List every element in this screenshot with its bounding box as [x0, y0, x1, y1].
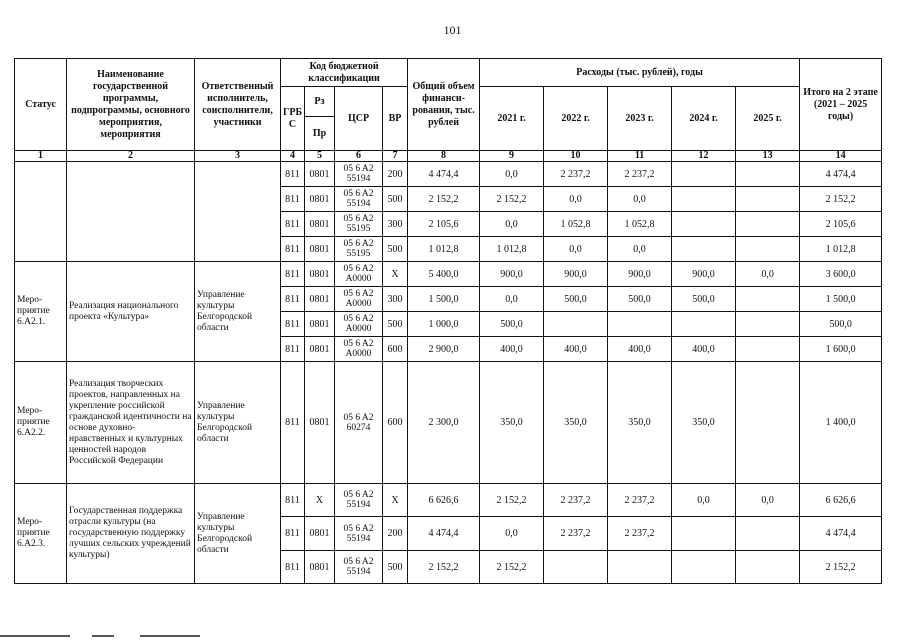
rzpr-cell: 0801	[305, 517, 335, 551]
scan-artifact	[0, 632, 905, 640]
y2025-cell: 0,0	[736, 262, 800, 287]
y2021-cell: 900,0	[480, 262, 544, 287]
responsible-cell: Управление культуры Белгородской области	[195, 484, 281, 584]
header-code-group: Код бюджетной классификации	[281, 59, 408, 87]
y2023-cell: 400,0	[608, 337, 672, 362]
y2023-cell: 2 237,2	[608, 162, 672, 187]
csr-cell: 05 6 A2 55194	[335, 162, 383, 187]
csr-cell: 05 6 A2 A0000	[335, 312, 383, 337]
stage-total-cell: 3 600,0	[800, 262, 882, 287]
grbs-cell: 811	[281, 484, 305, 517]
y2023-cell: 2 237,2	[608, 517, 672, 551]
total-cell: 2 300,0	[408, 362, 480, 484]
y2024-cell	[672, 551, 736, 584]
column-number: 1	[15, 151, 67, 162]
stage-total-cell: 4 474,4	[800, 162, 882, 187]
column-number: 4	[281, 151, 305, 162]
y2022-cell: 0,0	[544, 187, 608, 212]
stage-total-cell: 1 012,8	[800, 237, 882, 262]
status-cell: Меро- приятие 6.А2.1.	[15, 262, 67, 362]
header-2023: 2023 г.	[608, 87, 672, 151]
vr-cell: X	[383, 484, 408, 517]
y2025-cell	[736, 337, 800, 362]
rzpr-cell: 0801	[305, 212, 335, 237]
grbs-cell: 811	[281, 312, 305, 337]
csr-cell: 05 6 A2 55194	[335, 484, 383, 517]
total-cell: 2 900,0	[408, 337, 480, 362]
y2023-cell	[608, 312, 672, 337]
header-grbs: ГРБ С	[281, 87, 305, 151]
header-total-stage: Итого на 2 этапе (2021 – 2025 годы)	[800, 59, 882, 151]
grbs-cell: 811	[281, 237, 305, 262]
y2024-cell	[672, 312, 736, 337]
total-cell: 1 500,0	[408, 287, 480, 312]
vr-cell: 600	[383, 362, 408, 484]
y2023-cell: 900,0	[608, 262, 672, 287]
y2023-cell: 0,0	[608, 237, 672, 262]
csr-cell: 05 6 A2 55194	[335, 551, 383, 584]
y2025-cell	[736, 362, 800, 484]
y2023-cell: 0,0	[608, 187, 672, 212]
y2024-cell: 350,0	[672, 362, 736, 484]
column-number: 8	[408, 151, 480, 162]
column-number: 11	[608, 151, 672, 162]
name-cell: Реализация творческих проектов, направленных на укрепление российской гражданской идентичности на основе духовно-нравственных и культурных ценностей народов Российской Федерации	[67, 362, 195, 484]
grbs-cell: 811	[281, 517, 305, 551]
header-2025: 2025 г.	[736, 87, 800, 151]
vr-cell: 500	[383, 237, 408, 262]
y2021-cell: 0,0	[480, 287, 544, 312]
header-2022: 2022 г.	[544, 87, 608, 151]
header-status: Статус	[15, 59, 67, 151]
header-csr: ЦСР	[335, 87, 383, 151]
total-cell: 2 152,2	[408, 187, 480, 212]
y2024-cell: 0,0	[672, 484, 736, 517]
y2022-cell	[544, 312, 608, 337]
y2023-cell: 2 237,2	[608, 484, 672, 517]
vr-cell: 500	[383, 551, 408, 584]
csr-cell: 05 6 A2 55195	[335, 212, 383, 237]
total-cell: 2 105,6	[408, 212, 480, 237]
y2025-cell	[736, 312, 800, 337]
grbs-cell: 811	[281, 287, 305, 312]
total-cell: 5 400,0	[408, 262, 480, 287]
header-2024: 2024 г.	[672, 87, 736, 151]
vr-cell: 300	[383, 212, 408, 237]
column-number: 7	[383, 151, 408, 162]
rzpr-cell: 0801	[305, 337, 335, 362]
rzpr-cell: X	[305, 484, 335, 517]
vr-cell: 500	[383, 187, 408, 212]
header-pr: Пр	[305, 117, 335, 151]
header-total-volume: Общий объем финанси- рования, тыс. рублей	[408, 59, 480, 151]
total-cell: 2 152,2	[408, 551, 480, 584]
stage-total-cell: 2 105,6	[800, 212, 882, 237]
y2022-cell: 350,0	[544, 362, 608, 484]
column-number: 10	[544, 151, 608, 162]
status-cell: Меро- приятие 6.А2.3.	[15, 484, 67, 584]
responsible-cell	[195, 162, 281, 262]
y2023-cell: 350,0	[608, 362, 672, 484]
y2022-cell: 2 237,2	[544, 517, 608, 551]
scan-line	[140, 635, 200, 637]
y2025-cell	[736, 551, 800, 584]
csr-cell: 05 6 A2 55195	[335, 237, 383, 262]
csr-cell: 05 6 A2 A0000	[335, 262, 383, 287]
rzpr-cell: 0801	[305, 312, 335, 337]
stage-total-cell: 6 626,6	[800, 484, 882, 517]
y2025-cell: 0,0	[736, 484, 800, 517]
csr-cell: 05 6 A2 55194	[335, 517, 383, 551]
rzpr-cell: 0801	[305, 287, 335, 312]
y2021-cell: 400,0	[480, 337, 544, 362]
vr-cell: 200	[383, 162, 408, 187]
scan-line	[92, 635, 114, 637]
stage-total-cell: 1 600,0	[800, 337, 882, 362]
header-name: Наименование государственной программы, подпрограммы, основного мероприятия, мероприятия	[67, 59, 195, 151]
responsible-cell: Управление культуры Белгородской области	[195, 362, 281, 484]
y2021-cell: 0,0	[480, 162, 544, 187]
grbs-cell: 811	[281, 162, 305, 187]
csr-cell: 05 6 A2 55194	[335, 187, 383, 212]
y2024-cell	[672, 237, 736, 262]
total-cell: 1 000,0	[408, 312, 480, 337]
stage-total-cell: 4 474,4	[800, 517, 882, 551]
column-number-row	[15, 151, 882, 162]
header-expenses-group: Расходы (тыс. рублей), годы	[480, 59, 800, 87]
stage-total-cell: 2 152,2	[800, 551, 882, 584]
total-cell: 6 626,6	[408, 484, 480, 517]
y2024-cell	[672, 517, 736, 551]
grbs-cell: 811	[281, 551, 305, 584]
table-row	[15, 484, 882, 517]
csr-cell: 05 6 A2 A0000	[335, 337, 383, 362]
column-number: 3	[195, 151, 281, 162]
rzpr-cell: 0801	[305, 362, 335, 484]
column-number: 6	[335, 151, 383, 162]
scan-line	[0, 635, 70, 637]
table-row	[15, 262, 882, 287]
y2022-cell: 400,0	[544, 337, 608, 362]
vr-cell: 200	[383, 517, 408, 551]
total-cell: 4 474,4	[408, 517, 480, 551]
y2022-cell: 2 237,2	[544, 484, 608, 517]
y2024-cell: 400,0	[672, 337, 736, 362]
y2024-cell: 500,0	[672, 287, 736, 312]
rzpr-cell: 0801	[305, 237, 335, 262]
vr-cell: 600	[383, 337, 408, 362]
y2021-cell: 1 012,8	[480, 237, 544, 262]
budget-table	[14, 58, 882, 584]
column-number: 9	[480, 151, 544, 162]
y2021-cell: 2 152,2	[480, 551, 544, 584]
stage-total-cell: 1 500,0	[800, 287, 882, 312]
y2024-cell	[672, 212, 736, 237]
column-number: 13	[736, 151, 800, 162]
rzpr-cell: 0801	[305, 262, 335, 287]
stage-total-cell: 500,0	[800, 312, 882, 337]
csr-cell: 05 6 A2 A0000	[335, 287, 383, 312]
y2021-cell: 0,0	[480, 212, 544, 237]
y2025-cell	[736, 287, 800, 312]
column-number: 5	[305, 151, 335, 162]
y2025-cell	[736, 212, 800, 237]
y2022-cell: 2 237,2	[544, 162, 608, 187]
y2022-cell: 900,0	[544, 262, 608, 287]
header-responsible: Ответственный исполнитель, соисполнители, участники	[195, 59, 281, 151]
y2025-cell	[736, 187, 800, 212]
rzpr-cell: 0801	[305, 551, 335, 584]
vr-cell: X	[383, 262, 408, 287]
name-cell: Реализация национального проекта «Культура»	[67, 262, 195, 362]
grbs-cell: 811	[281, 337, 305, 362]
total-cell: 4 474,4	[408, 162, 480, 187]
y2025-cell	[736, 162, 800, 187]
y2021-cell: 2 152,2	[480, 187, 544, 212]
stage-total-cell: 1 400,0	[800, 362, 882, 484]
y2023-cell: 1 052,8	[608, 212, 672, 237]
y2025-cell	[736, 517, 800, 551]
y2022-cell: 0,0	[544, 237, 608, 262]
vr-cell: 300	[383, 287, 408, 312]
page-number: 101	[443, 23, 462, 37]
y2021-cell: 0,0	[480, 517, 544, 551]
stage-total-cell: 2 152,2	[800, 187, 882, 212]
name-cell	[67, 162, 195, 262]
table-row	[15, 362, 882, 484]
vr-cell: 500	[383, 312, 408, 337]
y2021-cell: 500,0	[480, 312, 544, 337]
grbs-cell: 811	[281, 187, 305, 212]
y2022-cell	[544, 551, 608, 584]
column-number: 12	[672, 151, 736, 162]
column-number: 14	[800, 151, 882, 162]
header-vr: ВР	[383, 87, 408, 151]
responsible-cell: Управление культуры Белгородской области	[195, 262, 281, 362]
grbs-cell: 811	[281, 262, 305, 287]
y2022-cell: 500,0	[544, 287, 608, 312]
header-rz: Рз	[305, 87, 335, 117]
header-2021: 2021 г.	[480, 87, 544, 151]
y2024-cell	[672, 162, 736, 187]
y2023-cell	[608, 551, 672, 584]
csr-cell: 05 6 A2 60274	[335, 362, 383, 484]
status-cell: Меро- приятие 6.А2.2.	[15, 362, 67, 484]
rzpr-cell: 0801	[305, 162, 335, 187]
y2022-cell: 1 052,8	[544, 212, 608, 237]
y2024-cell	[672, 187, 736, 212]
table-row	[15, 162, 882, 187]
column-number: 2	[67, 151, 195, 162]
rzpr-cell: 0801	[305, 187, 335, 212]
grbs-cell: 811	[281, 362, 305, 484]
y2023-cell: 500,0	[608, 287, 672, 312]
y2025-cell	[736, 237, 800, 262]
y2024-cell: 900,0	[672, 262, 736, 287]
y2021-cell: 350,0	[480, 362, 544, 484]
total-cell: 1 012,8	[408, 237, 480, 262]
grbs-cell: 811	[281, 212, 305, 237]
y2021-cell: 2 152,2	[480, 484, 544, 517]
name-cell: Государственная поддержка отрасли культуры (на государственную поддержку лучших сельских учреждений культуры)	[67, 484, 195, 584]
status-cell	[15, 162, 67, 262]
